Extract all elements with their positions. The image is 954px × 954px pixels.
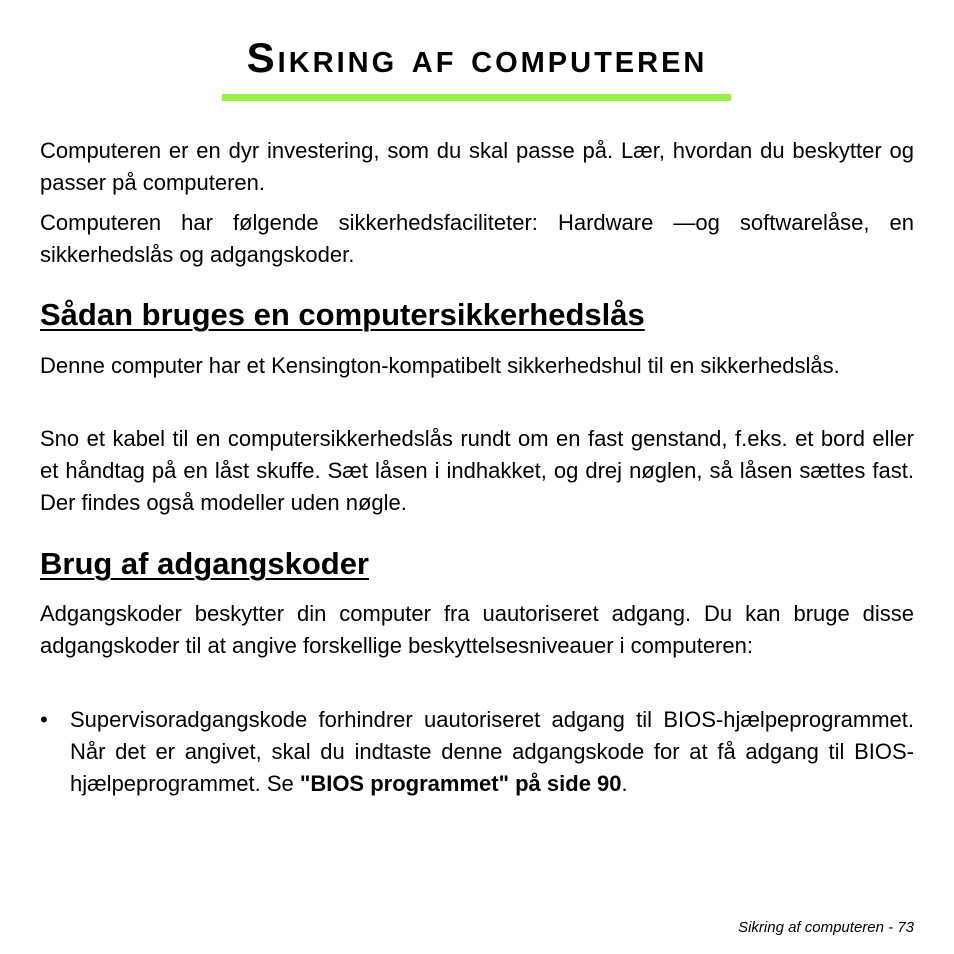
- intro-paragraph-2: Computeren har følgende sikkerhedsfaciliteter: Hardware —og softwarelåse, en sikkerhedslås og adgangskoder.: [40, 210, 914, 267]
- section-heading-security-lock: Sådan bruges en computersikkerhedslås: [40, 297, 645, 332]
- page-number: 73: [897, 919, 914, 936]
- page-title: Sikring af computeren: [246, 34, 708, 81]
- bullet-text: [70, 704, 914, 800]
- intro-paragraph-1: Computeren er en dyr investering, som du skal passe på. Lær, hvordan du beskytter og passer på computeren.: [40, 138, 914, 195]
- security-lock-paragraph-2: Sno et kabel til en computersikkerhedslås rundt om en fast genstand, f.eks. et bord eller et håndtag på en låst skuffe. Sæt låsen i indhakket, og drej nøglen, så låsen sættes fast. Der findes også modeller uden nøgle.: [40, 426, 914, 515]
- passwords-paragraph-1: Adgangskoder beskytter din computer fra uautoriseret adgang. Du kan bruge disse adgangskoder til at angive forskellige beskyttelsesniveauer i computeren:: [40, 601, 914, 658]
- security-lock-paragraph-1: Denne computer har et Kensington-kompatibelt sikkerhedshul til en sikkerhedslås.: [40, 353, 840, 378]
- footer-separator: -: [883, 919, 898, 936]
- bullet-end: .: [621, 771, 628, 796]
- footer-section-title: Sikring af computeren: [738, 919, 884, 936]
- page-footer: [738, 918, 914, 938]
- section-heading-passwords: Brug af adgangskoder: [40, 546, 369, 581]
- bullet-body: Supervisoradgangskode forhindrer uautoriseret adgang til BIOS-hjælpeprogrammet. Når det er angivet, skal du indtaste denne adgangskode for at få adgang til BIOS-hjælpeprogrammet. Se: [70, 707, 914, 796]
- bullet-icon: •: [40, 707, 48, 732]
- title-underline-bar: [222, 94, 731, 101]
- bios-cross-reference-link[interactable]: "BIOS programmet" på side 90: [299, 771, 622, 796]
